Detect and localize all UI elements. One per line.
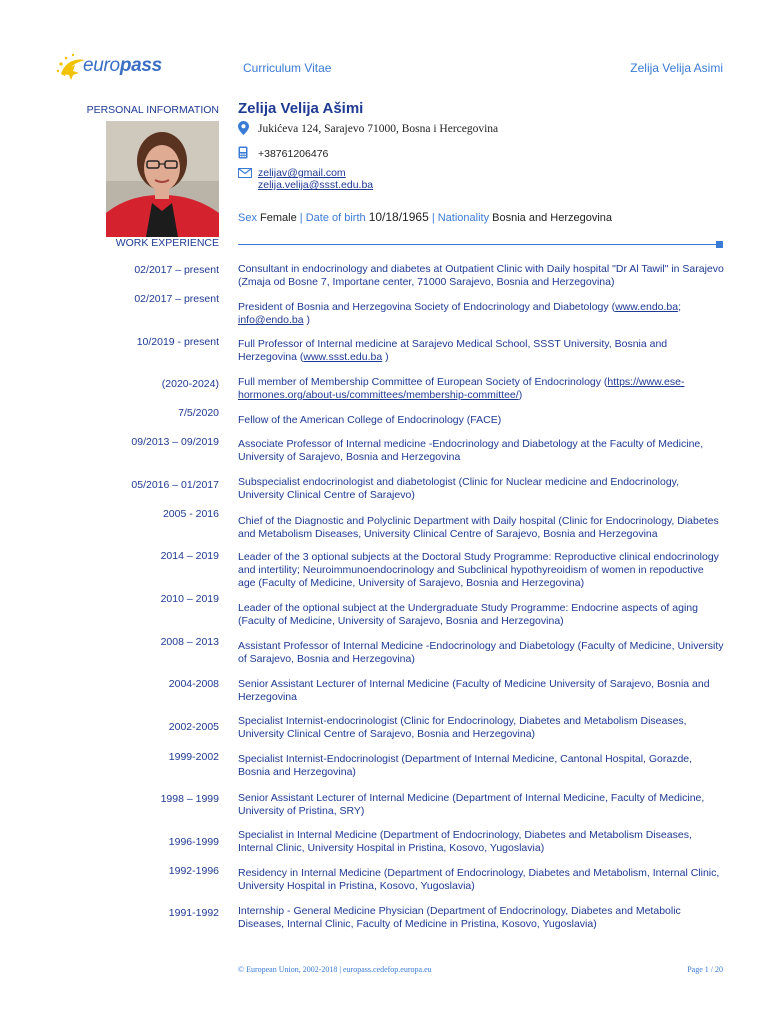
entry-date: 02/2017 – present — [134, 293, 219, 305]
profile-photo — [106, 121, 219, 237]
entry-date: 2014 – 2019 — [160, 550, 219, 562]
dob-value: 10/18/1965 — [368, 210, 429, 224]
entry-date: 1999-2002 — [168, 751, 219, 763]
email-link-2[interactable]: zelija.velija@ssst.edu.ba — [258, 179, 374, 191]
entry-date: 05/2016 – 01/2017 — [131, 479, 219, 491]
entry-date: 1991-1992 — [168, 907, 219, 919]
separator: | — [299, 212, 303, 224]
entry-text: Senior Assistant Lecturer of Internal Medicine (Faculty of Medicine University of Sarajevo, Bosnia and Herzegovina — [238, 678, 710, 703]
entry-text: Specialist in Internal Medicine (Department of Endocrinology, Diabetes and Metabolism Diseases, Internal Clinic, University Hospital in Pristina, Kosovo, Yugoslavia) — [238, 829, 692, 854]
email-icon — [238, 168, 252, 191]
entry-date: 2005 - 2016 — [162, 508, 219, 520]
entry-text: President of Bosnia and Herzegovina Society of Endocrinology and Diabetology (www.endo.ba; info@endo.ba ) — [238, 301, 682, 326]
phone-icon — [238, 146, 252, 162]
entry-date: 2008 – 2013 — [160, 636, 219, 648]
entry-date: 1992-1996 — [168, 865, 219, 877]
address-text: Jukićeva 124, Sarajevo 71000, Bosna i Hercegovina — [258, 123, 499, 136]
entry-date: 1998 – 1999 — [160, 793, 219, 805]
entry-text: Internship - General Medicine Physician (Department of Endocrinology, Diabetes and Metabolic Diseases, Internal Clinic, Faculty of Medicine in Pristina, Kosovo, Yugoslavia) — [238, 905, 681, 930]
separator: | — [431, 212, 435, 224]
email-row — [238, 167, 373, 191]
personal-info-label: PERSONAL INFORMATION — [86, 104, 219, 116]
entry-text: Senior Assistant Lecturer of Internal Medicine (Department of Internal Medicine, Faculty of Medicine, University of Pristina, SRY) — [238, 792, 705, 817]
full-name: Zelija Velija Ašimi — [238, 100, 364, 117]
entry-text: Subspecialist endocrinologist and diabetologist (Clinic for Nuclear medicine and Endocrinology, University Clinical Centre of Sarajevo) — [238, 476, 680, 501]
demographics-row — [238, 210, 612, 224]
entry-text: Specialist Internist-Endocrinologist (Department of Internal Medicine, Cantonal Hospital, Gorazde, Bosnia and Herzegovina) — [238, 753, 693, 778]
footer-page-number: Page 1 / 20 — [687, 965, 723, 974]
entry-text: Full Professor of Internal medicine at Sarajevo Medical School, SSST University, Bosnia and Herzegovina (www.ssst.edu.ba ) — [238, 338, 668, 363]
entry-text: Associate Professor of Internal medicine -Endocrinology and Diabetology at the Faculty of Medicine, University of Sarajevo, Bosnia and Herzegovina — [238, 438, 704, 463]
entry-link[interactable]: www.endo.ba — [615, 301, 679, 313]
nationality-label: Nationality — [437, 212, 490, 224]
entry-text: Leader of the optional subject at the Undergraduate Study Programme: Endocrine aspects of aging (Faculty of Medicine, University of Sarajevo, Bosnia and Herzegovina) — [238, 602, 698, 627]
location-pin-icon — [238, 121, 252, 138]
phone-row — [238, 146, 328, 162]
sex-label: Sex — [238, 212, 257, 224]
entry-date: 10/2019 - present — [136, 336, 219, 348]
address-row — [238, 121, 498, 138]
entry-text: Full member of Membership Committee of European Society of Endocrinology (https://www.ese-hormones.org/about-us/committees/membership-committee/) — [238, 376, 685, 401]
entry-text: Specialist Internist-endocrinologist (Clinic for Endocrinology, Diabetes and Metabolism Diseases, University Clinical Centre of Sarajevo, Bosnia and Herzegovina) — [238, 715, 687, 740]
phone-text: +38761206476 — [258, 147, 329, 160]
entry-date: 02/2017 – present — [134, 264, 219, 276]
entry-text: Residency in Internal Medicine (Department of Endocrinology, Diabetes and Metabolism, Internal Clinic, University Hospital in Pristina, Kosovo, Yugoslavia) — [238, 867, 720, 892]
entry-date: 1996-1999 — [168, 836, 219, 848]
section-divider — [238, 244, 716, 245]
entry-text: Chief of the Diagnostic and Polyclinic Department with Daily hospital (Clinic for Endocrinology, Diabetes and Metabolism Diseases, University Clinical Centre of Sarajevo, Bosnia and Herzegovina — [238, 515, 719, 540]
entry-date: 2004-2008 — [168, 678, 219, 690]
entry-text: Consultant in endocrinology and diabetes at Outpatient Clinic with Daily hospital "Dr Al Tawil" in Sarajevo (Zmaja od Bosne 7, Importane center, 71000 Sarajevo, Bosnia and Herzegovina) — [238, 263, 724, 288]
entry-text: Fellow of the American College of Endocrinology (FACE) — [238, 414, 502, 426]
work-experience-label: WORK EXPERIENCE — [115, 237, 219, 249]
section-divider-marker — [716, 241, 723, 248]
entry-text: Leader of the 3 optional subjects at the Doctoral Study Programme: Reproductive clinical endocrinology and intertility; Neuroimmunoendocrinology and Subclinical hypothyreoidism of women in repoductive age (Faculty of Medicine, University of Sarajevo, Bosnia and Herzegovina) — [238, 551, 719, 589]
email-link-1[interactable]: zelijav@gmail.com — [258, 167, 346, 179]
entry-link[interactable]: www.ssst.edu.ba — [303, 351, 383, 363]
entry-link[interactable]: https://www.ese-hormones.org/about-us/committees/membership-committee/ — [238, 376, 685, 401]
header-title: Curriculum Vitae — [243, 61, 332, 75]
entry-link[interactable]: info@endo.ba — [238, 314, 304, 326]
dob-label: Date of birth — [305, 212, 366, 224]
nationality-value: Bosnia and Herzegovina — [492, 212, 613, 224]
entry-date: 2002-2005 — [168, 721, 219, 733]
entry-date: (2020-2024) — [161, 378, 219, 390]
sex-value: Female — [260, 212, 297, 224]
entry-date: 09/2013 – 09/2019 — [131, 436, 219, 448]
europass-wordmark: europass — [83, 55, 162, 76]
entry-date: 7/5/2020 — [178, 407, 219, 419]
entry-date: 2010 – 2019 — [160, 593, 219, 605]
footer-copyright: © European Union, 2002-2018 | europass.cedefop.europa.eu — [238, 965, 432, 974]
header-name: Zelija Velija Asimi — [630, 61, 723, 75]
entry-text: Assistant Professor of Internal Medicine -Endocrinology and Diabetology (Faculty of Medicine, University of Sarajevo, Bosnia and Herzegovina) — [238, 640, 724, 665]
